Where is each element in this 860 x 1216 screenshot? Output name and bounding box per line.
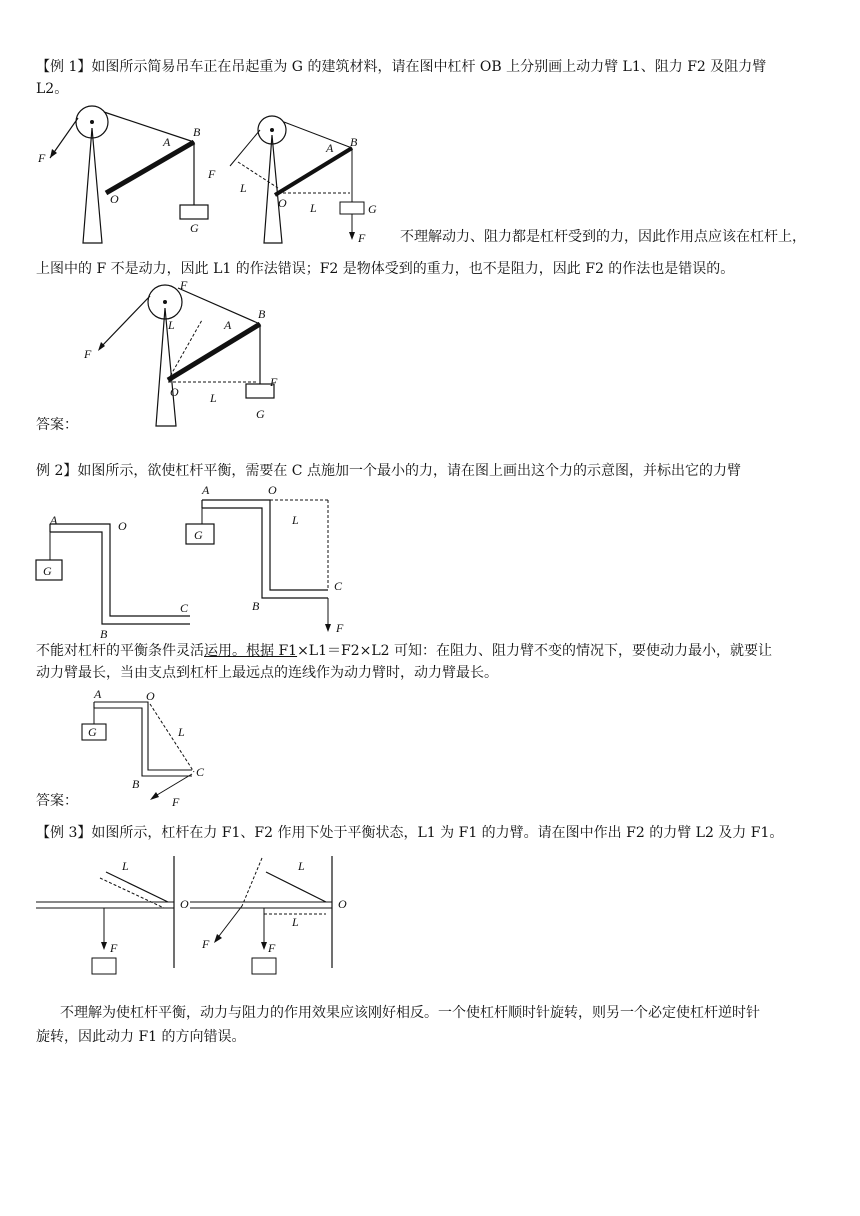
lever-diagram-3 [36,848,376,978]
svg-text:B: B [132,777,140,791]
crane-diagram-1-wrong [200,100,400,245]
svg-text:O: O [278,196,287,210]
crane-diagram-1-answer [70,276,300,426]
svg-text:O: O [170,385,179,399]
svg-text:B: B [193,125,201,139]
svg-text:L: L [122,859,129,873]
svg-text:F: F [358,231,366,245]
svg-text:F: F [172,795,180,809]
svg-text:O: O [118,519,127,533]
svg-text:F: F [202,937,210,951]
example-1-answer-label: 答案： [36,417,78,433]
svg-text:G: G [194,528,203,542]
example-2-question: 例 2】如图所示，欲使杠杆平衡，需要在 C 点施加一个最小的力，请在图上画出这个力的示意图，并标出它的力臂 [36,463,741,479]
lever-diagram-2-wrong [180,484,360,634]
svg-text:C: C [196,765,205,779]
svg-text:F: F [336,621,344,635]
svg-text:L: L [298,859,305,873]
svg-text:L: L [240,181,247,195]
svg-text:O: O [268,483,277,497]
svg-text:F: F [208,167,216,181]
example-3-note-line2: 旋转，因此动力 F1 的方向错误。 [36,1029,246,1045]
svg-text:O: O [180,897,189,911]
example-2-note-line1 [36,640,772,662]
svg-text:C: C [180,601,189,615]
example-1-question: 【例 1】如图所示简易吊车正在吊起重为 G 的建筑材料，请在图中杠杆 OB 上分别画上动力臂 L1、阻力 F2 及阻力臂 [36,59,767,75]
example-2-answer-label: 答案： [36,793,78,809]
example-2-note-part-a: 不能对杠杆的平衡条件灵活 [36,643,204,659]
svg-text:F: F [268,941,276,955]
svg-text:A: A [50,513,58,527]
svg-text:L: L [292,915,299,929]
lever-diagram-2 [30,508,200,641]
crane-diagram-1 [30,100,210,245]
svg-text:G: G [190,221,199,235]
example-3-question: 【例 3】如图所示，杠杆在力 F1、F2 作用下处于平衡状态，L1 为 F1 的力臂。请在图中作出 F2 的力臂 L2 及力 F1。 [36,825,784,841]
svg-text:O: O [146,689,155,703]
svg-text:B: B [100,627,108,641]
svg-text:F: F [110,941,118,955]
svg-text:A: A [202,483,210,497]
svg-text:B: B [252,599,260,613]
svg-text:A: A [163,135,171,149]
svg-text:L: L [310,201,317,215]
svg-text:L: L [178,725,185,739]
svg-text:C: C [334,579,343,593]
svg-text:L: L [168,318,175,332]
example-1-note-line1: 不理解动力、阻力都是杠杆受到的力，因此作用点应该在杠杆上， [400,229,806,245]
svg-text:L: L [292,513,299,527]
svg-text:A: A [94,687,102,701]
example-2-note-line2: 动力臂最长，当由支点到杠杆上最远点的连线作为动力臂时，动力臂最长。 [36,665,498,681]
svg-text:B: B [350,135,358,149]
svg-text:B: B [258,307,266,321]
svg-text:O: O [338,897,347,911]
svg-text:G: G [368,202,377,216]
example-1-note-line2: 上图中的 F 不是动力，因此 L1 的作法错误；F2 是物体受到的重力，也不是阻力，因此 F2 的作法也是错误的。 [36,261,735,277]
svg-text:G: G [256,407,265,421]
svg-text:F: F [38,151,46,165]
svg-text:G: G [43,564,52,578]
svg-text:F: F [270,375,278,389]
svg-text:F: F [180,278,188,292]
example-2-note-part-b: ×L1＝F2×L2 可知：在阻力、阻力臂不变的情况下，要使动力最小，就要让 [297,643,773,659]
svg-text:A: A [326,141,334,155]
svg-text:G: G [88,725,97,739]
svg-text:L: L [210,391,217,405]
svg-text:A: A [224,318,232,332]
svg-text:O: O [110,192,119,206]
example-3-note-line1: 不理解为使杠杆平衡，动力与阻力的作用效果应该刚好相反。一个使杠杆顺时针旋转，则另一个必定使杠杆逆时针 [60,1005,760,1021]
example-1-question-cont: L2。 [36,81,69,97]
example-2-note-underlined: 运用。根据 F1 [204,643,298,659]
lever-diagram-2-answer [80,688,210,808]
svg-text:F: F [84,347,92,361]
